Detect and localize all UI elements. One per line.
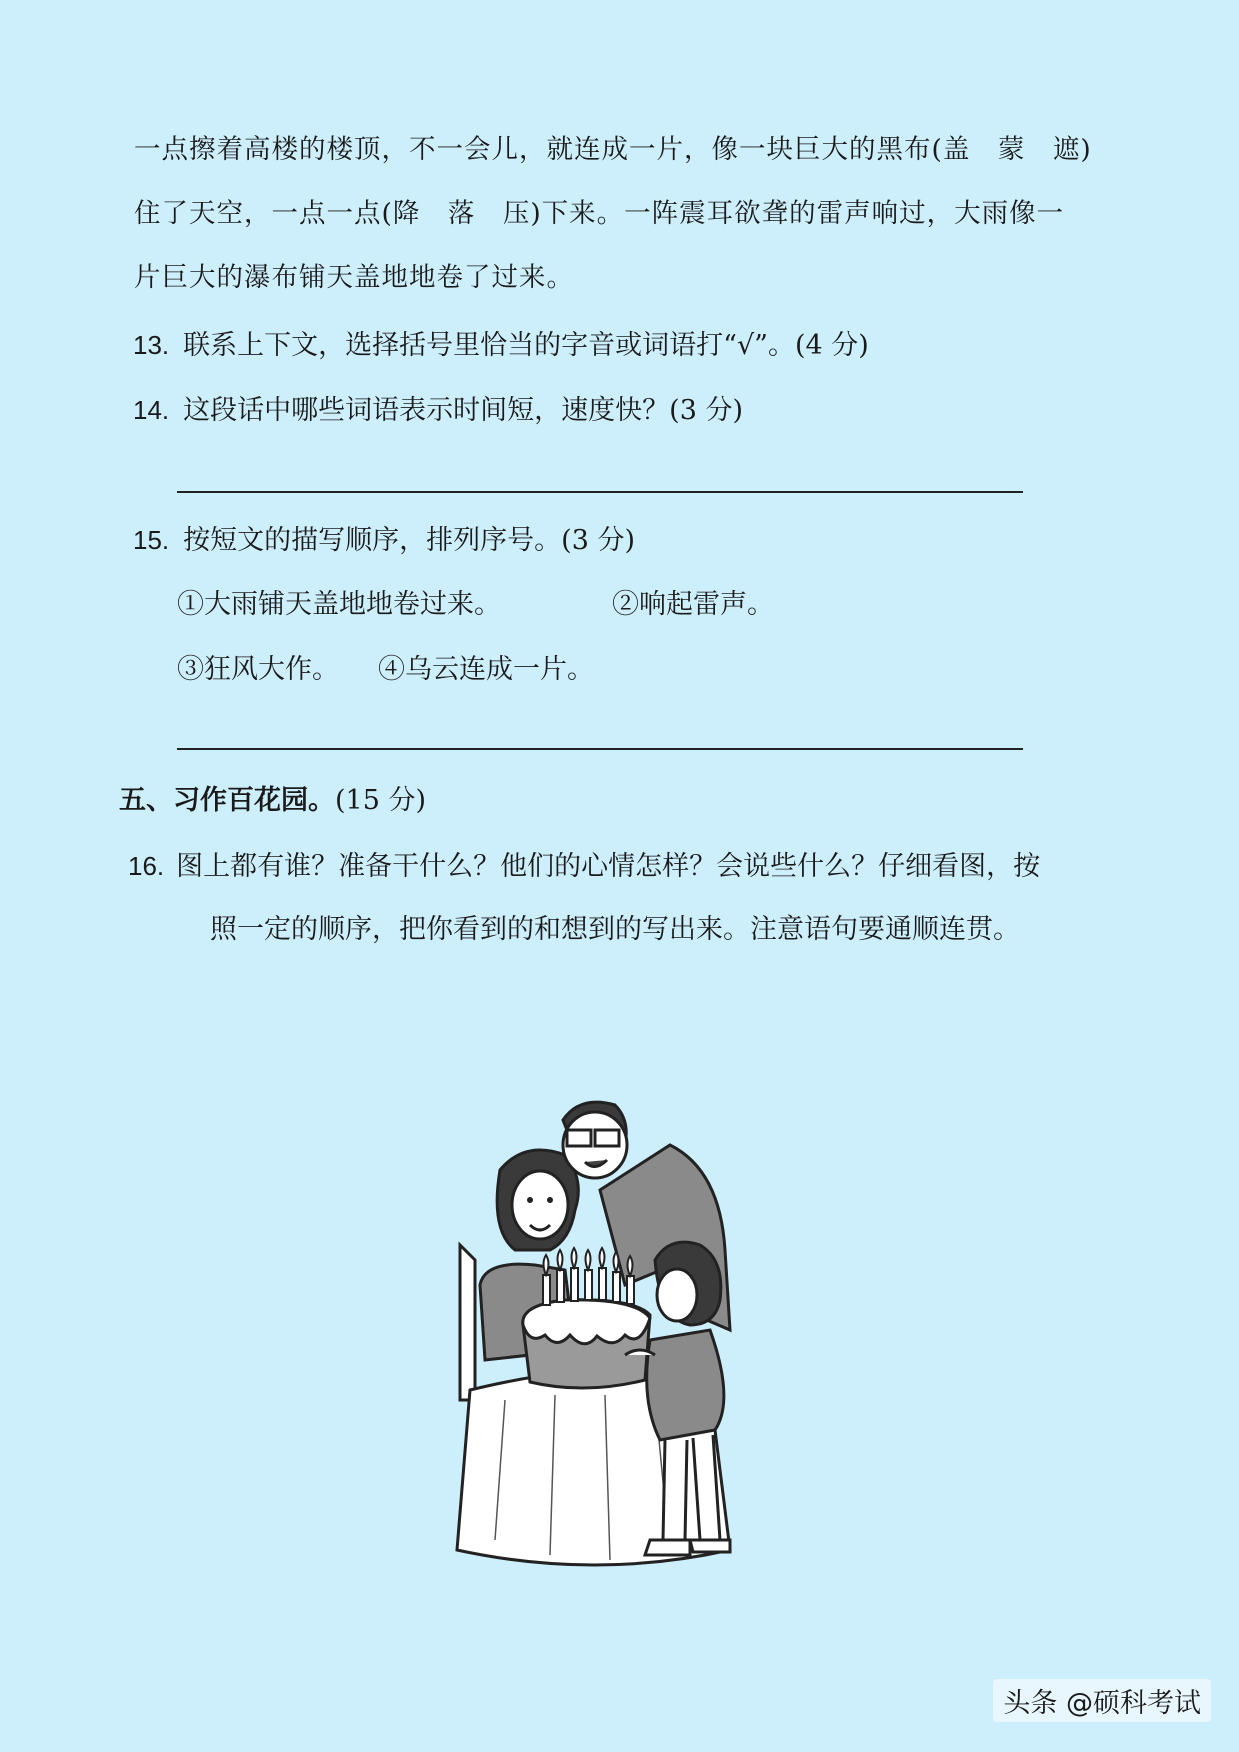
question-13 xyxy=(133,327,869,364)
question-number: 14. xyxy=(133,395,170,425)
option-3: ③狂风大作。 xyxy=(177,654,339,685)
option-2: ②响起雷声。 xyxy=(612,589,774,620)
question-text: 按短文的描写顺序，排列序号。(3 分) xyxy=(183,525,635,556)
question-16-line-2: 照一定的顺序，把你看到的和想到的写出来。注意语句要通顺连贯。 xyxy=(210,914,1020,945)
question-15 xyxy=(133,522,635,559)
option-4: ④乌云连成一片。 xyxy=(378,654,594,685)
option-1: ①大雨铺天盖地地卷过来。 xyxy=(177,589,501,620)
birthday-illustration xyxy=(445,1100,805,1600)
section-title xyxy=(119,783,426,819)
watermark-text: 头条 @硕科考试 xyxy=(993,1679,1211,1722)
answer-line-14[interactable] xyxy=(177,491,1023,493)
question-14 xyxy=(133,392,743,429)
passage-line-2: 住了天空，一点一点(降 落 压)下来。一阵震耳欲聋的雷声响过，大雨像一 xyxy=(134,198,1065,229)
answer-line-15[interactable] xyxy=(177,748,1023,750)
question-text: 这段话中哪些词语表示时间短，速度快？(3 分) xyxy=(183,395,743,426)
question-text-line-1: 图上都有谁？准备干什么？他们的心情怎样？会说些什么？仔细看图，按 xyxy=(176,851,1041,882)
question-number: 16. xyxy=(128,851,165,881)
question-text: 联系上下文，选择括号里恰当的字音或词语打“√”。(4 分) xyxy=(183,330,869,361)
question-number: 15. xyxy=(133,525,170,555)
passage-line-3: 片巨大的瀑布铺天盖地地卷了过来。 xyxy=(134,262,574,293)
passage-line-1: 一点擦着高楼的楼顶，不一会儿，就连成一片，像一块巨大的黑布(盖 蒙 遮) xyxy=(134,134,1092,165)
question-16 xyxy=(128,848,1040,885)
question-number: 13. xyxy=(133,330,170,360)
section-heading: 五、习作百花园。 xyxy=(119,785,335,816)
section-score: (15 分) xyxy=(335,785,427,816)
